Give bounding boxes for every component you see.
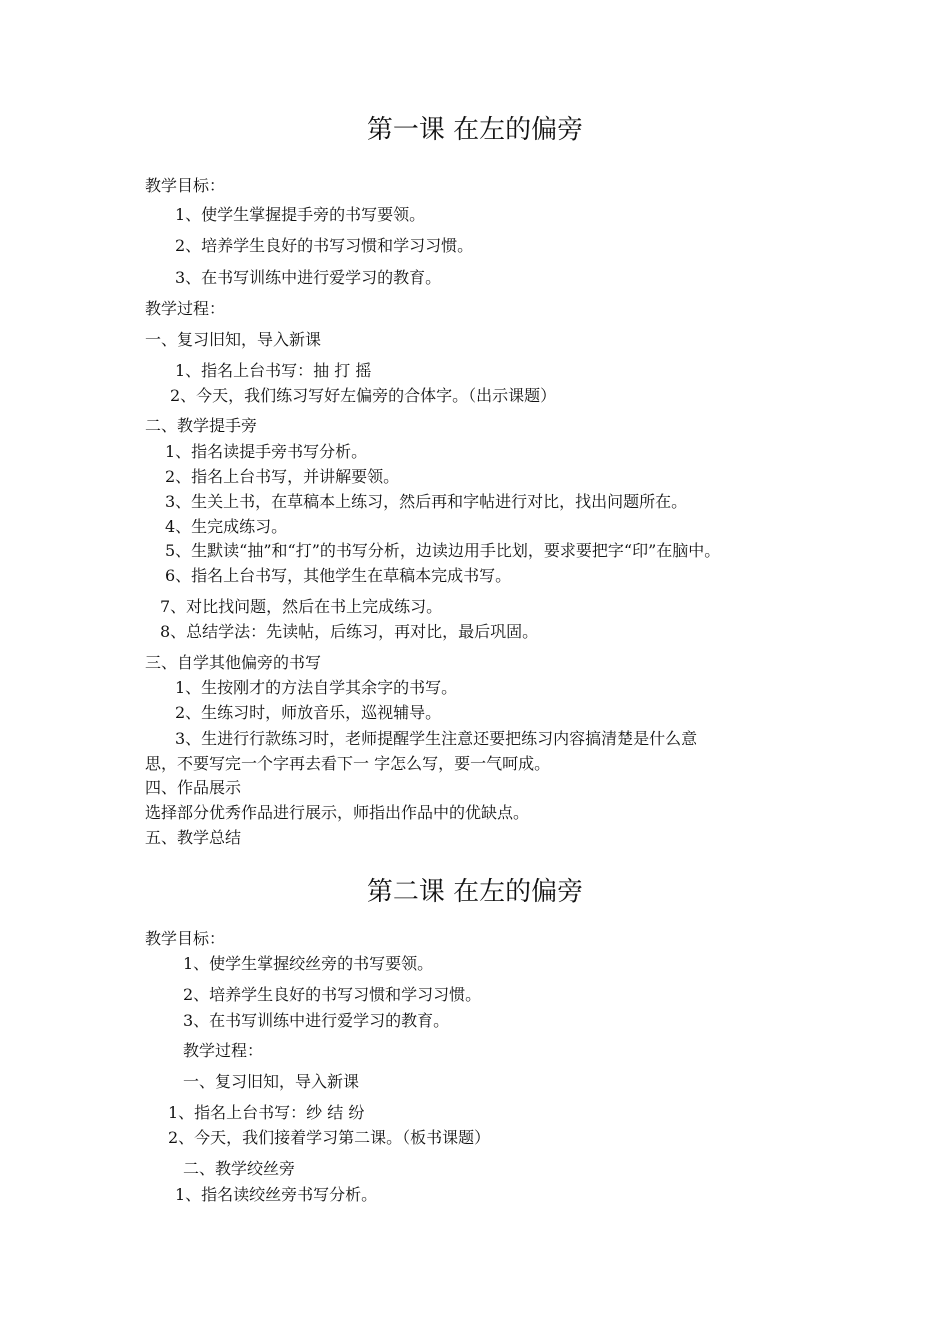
lesson1-objectives-heading: 教学目标：: [145, 176, 226, 195]
lesson2-section1-item-2: 2、今天，我们接着学习第二课。（板书课题）: [168, 1128, 491, 1147]
lesson2-section2-heading: 二、教学绞丝旁: [183, 1159, 296, 1178]
lesson1-section3-item-1: 1、生按刚才的方法自学其余字的书写。: [175, 678, 458, 697]
lesson1-section2-item-5: 5、生默读“抽”和“打”的书写分析，边读边用手比划，要求要把字“印”在脑中。: [165, 541, 721, 560]
lesson1-objective-2: 2、培养学生良好的书写习惯和学习习惯。: [175, 236, 474, 255]
lesson1-section2-item-8: 8、总结学法：先读帖，后练习，再对比，最后巩固。: [160, 622, 539, 641]
lesson1-section3-heading: 三、自学其他偏旁的书写: [145, 653, 322, 672]
lesson2-objective-3: 3、在书写训练中进行爱学习的教育。: [183, 1011, 450, 1030]
lesson1-objective-3: 3、在书写训练中进行爱学习的教育。: [175, 268, 442, 287]
lesson2-objective-2: 2、培养学生良好的书写习惯和学习习惯。: [183, 985, 482, 1004]
lesson1-section2-item-7: 7、对比找问题，然后在书上完成练习。: [160, 597, 443, 616]
lesson1-section5-heading: 五、教学总结: [145, 828, 242, 847]
lesson1-section2-item-2: 2、指名上台书写，并讲解要领。: [165, 467, 400, 486]
lesson2-process-heading: 教学过程：: [183, 1041, 264, 1060]
lesson1-section3-item-3: 3、生进行行款练习时，老师提醒学生注意还要把练习内容搞清楚是什么意: [175, 729, 698, 748]
lesson2-objective-1: 1、使学生掌握绞丝旁的书写要领。: [183, 954, 434, 973]
lesson1-process-heading: 教学过程：: [145, 299, 226, 318]
lesson1-section1-item-2: 2、今天，我们练习写好左偏旁的合体字。（出示课题）: [170, 386, 557, 405]
lesson1-objective-1: 1、使学生掌握提手旁的书写要领。: [175, 205, 426, 224]
lesson1-section3-item-2: 2、生练习时，师放音乐，巡视辅导。: [175, 703, 442, 722]
lesson1-section1-heading: 一、复习旧知，导入新课: [145, 330, 322, 349]
lesson1-section2-item-3: 3、生关上书，在草稿本上练习，然后再和字帖进行对比，找出问题所在。: [165, 492, 688, 511]
lesson1-section2-item-6: 6、指名上台书写，其他学生在草稿本完成书写。: [165, 566, 512, 585]
lesson2-section1-item-1: 1、指名上台书写：纱 结 纷: [168, 1103, 365, 1122]
lesson1-section4-heading: 四、作品展示: [145, 778, 242, 797]
lesson2-section1-heading: 一、复习旧知，导入新课: [183, 1072, 360, 1091]
lesson1-section2-item-4: 4、生完成练习。: [165, 517, 288, 536]
lesson2-section2-item-1: 1、指名读绞丝旁书写分析。: [175, 1185, 378, 1204]
lesson1-section4-text: 选择部分优秀作品进行展示，师指出作品中的优缺点。: [145, 803, 530, 822]
lesson1-title: 第一课 在左的偏旁: [366, 115, 584, 145]
lesson2-title: 第二课 在左的偏旁: [366, 877, 584, 907]
lesson1-section1-item-1: 1、指名上台书写：抽 打 摇: [175, 361, 372, 380]
lesson1-section2-item-1: 1、指名读提手旁书写分析。: [165, 442, 368, 461]
lesson1-section3-item-3-continued: 思，不要写完一个字再去看下一 字怎么写，要一气呵成。: [145, 754, 551, 773]
lesson1-section2-heading: 二、教学提手旁: [145, 416, 258, 435]
lesson2-objectives-heading: 教学目标：: [145, 929, 226, 948]
